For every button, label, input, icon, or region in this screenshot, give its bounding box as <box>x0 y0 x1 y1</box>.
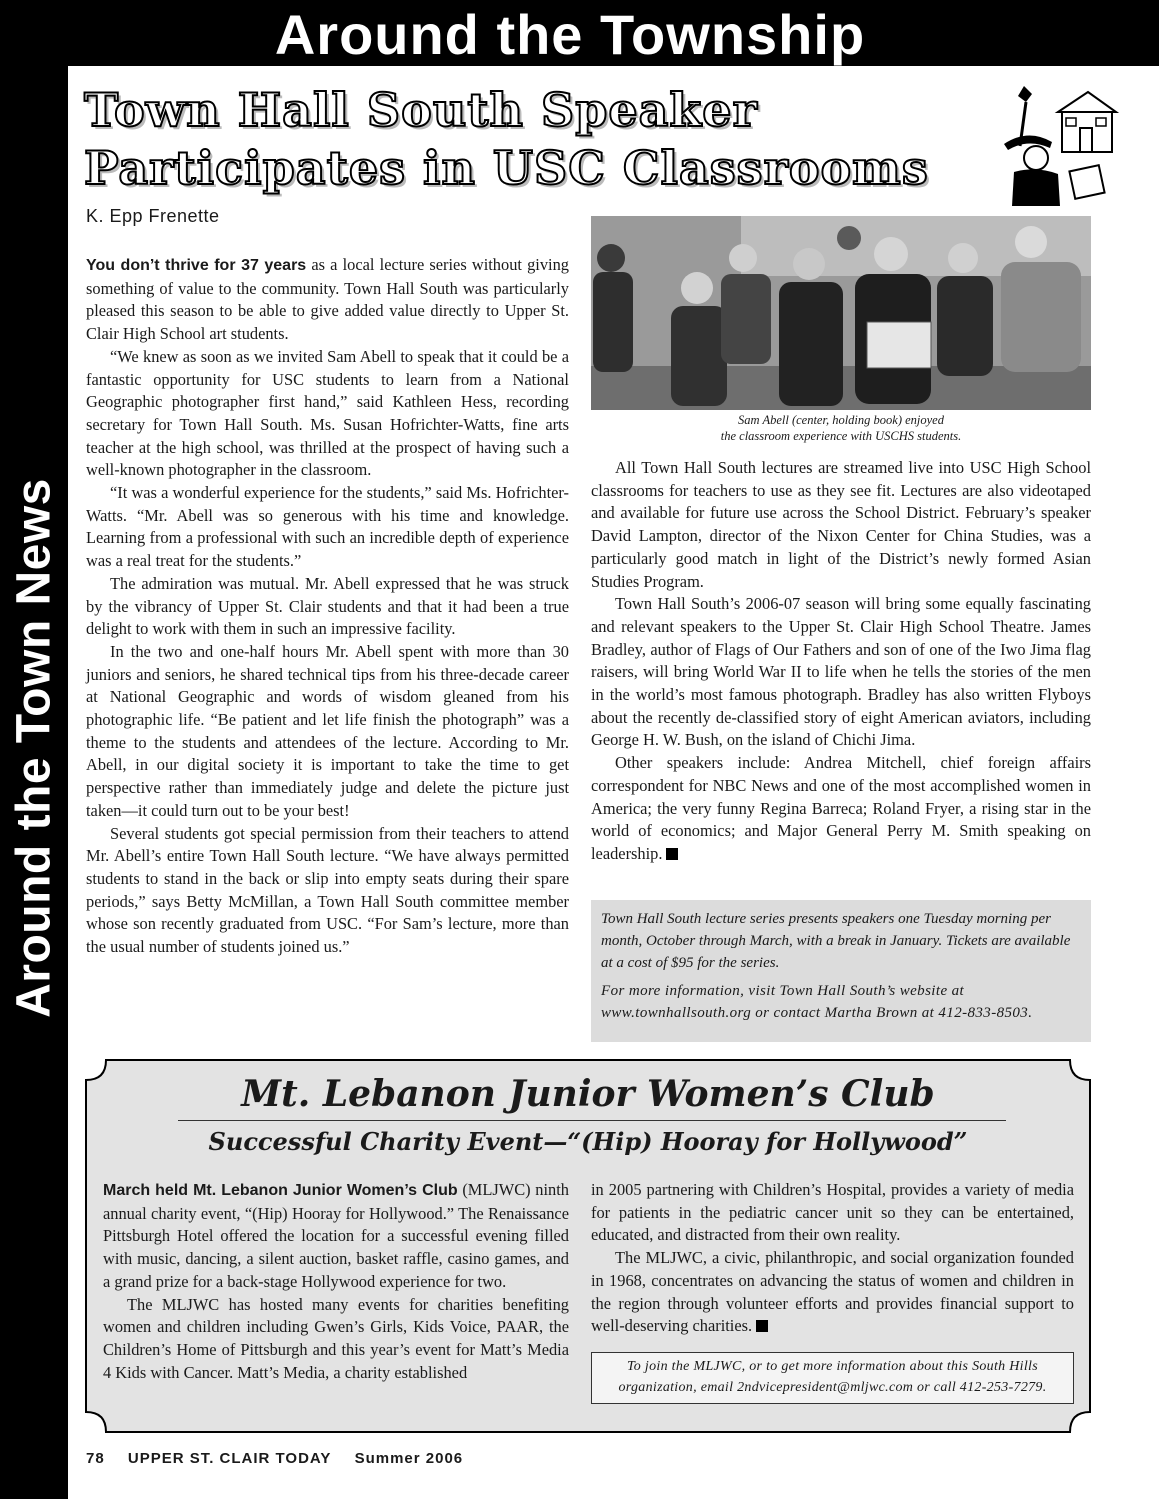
side-title: Around the Town News <box>7 478 61 1018</box>
headline-line-1: Town Hall South Speaker <box>84 83 758 137</box>
club-title: Mt. Lebanon Junior Women’s Club <box>241 1073 935 1115</box>
club-join-info <box>591 1352 1074 1404</box>
article-paragraph: “It was a wonderful experience for the students,” said Ms. Hofrichter-Watts. “Mr. Abell was so generous with his time and knowledge. Learning from a professional with such an incredible depth of experience was a real treat for the students.” <box>86 483 569 571</box>
club-text: The MLJWC, a civic, philanthropic, and social organization founded in 1968, concentrates on advancing the status of women and children in the region through volunteer efforts and provides financial support to well-deserving charities. <box>591 1248 1074 1336</box>
issue-date: Summer 2006 <box>354 1450 464 1467</box>
lecture-contact-text: For more information, visit Town Hall South’s website at www.townhallsouth.org or contact Martha Brown at 412-833-8503. <box>601 983 1033 1021</box>
article-column-left <box>86 254 569 959</box>
photo-caption <box>591 412 1091 444</box>
article-paragraph <box>591 752 1091 866</box>
page-number: 78 <box>86 1450 105 1467</box>
town-crier-illustration-icon <box>1000 84 1120 208</box>
headline-line-2: Participates in USC Classrooms <box>84 141 929 195</box>
club-paragraph <box>103 1179 569 1294</box>
article-paragraph: Several students got special permission from their teachers to attend Mr. Abell’s entire Town Hall South lecture. “We have always permitted students to stand in the back or slip into empty seats during their spare periods,” says Betty McMillan, a Town Hall South committee member whose son recently graduated from USC. “For Sam’s lecture, more than the usual number of students joined us.” <box>86 823 569 957</box>
article-lead: You don’t thrive for 37 years <box>86 257 307 274</box>
article-paragraph: All Town Hall South lectures are streamed live into USC High School classrooms for teachers to use as they see fit. Lectures are also videotaped and available for future use across the School District. February’s speaker David Lampton, director of the Nixon Center for China Studies, was a particularly good match in light of the District’s newly formed Asian Studies Program. <box>591 458 1091 591</box>
club-paragraph: The MLJWC has hosted many events for charities benefiting women and children including Gwen’s Girls, Kids Voice, PAAR, the Children’s Home of Pittsburgh and this year’s event for Matt’s Media 4 Kids with Cancer. Matt’s Media, a charity established <box>103 1294 569 1382</box>
publication-name: UPPER ST. CLAIR TODAY <box>127 1450 332 1467</box>
club-join-line: To join the MLJWC, or to get more information about this South Hills <box>627 1359 1038 1374</box>
end-mark-icon <box>756 1320 768 1332</box>
article-text: as a local lecture series without giving something of value to the community. Town Hall South was particularly pleased this season to be able to give added value directly to Upper St. Clair High School art students. <box>86 255 570 344</box>
article-paragraph: In the two and one-half hours Mr. Abell spent with more than 30 juniors and seniors, he shared technical tips from his three-decade career at National Geographic and words of wisdom gleaned from his photographic life. “Be patient and let life finish the photograph” was a theme to the students and attendees of the lecture. According to Mr. Abell, in our digital society it is important to take the time to get perspective rather than immediately judge and delete the picture just taken—it could turn out to be your best! <box>86 641 569 820</box>
end-mark-icon <box>666 848 678 860</box>
club-subtitle: Successful Charity Event—“(Hip) Hooray for Hollywood” <box>208 1127 968 1156</box>
club-join-line: organization, email 2ndvicepresident@mljwc.com or call 412-253-7279. <box>618 1380 1047 1395</box>
page-footer <box>86 1450 481 1467</box>
lecture-info-box <box>591 900 1091 1042</box>
photo-caption-line: Sam Abell (center, holding book) enjoyed <box>738 413 944 427</box>
club-column-left <box>103 1179 569 1384</box>
article-paragraph: Town Hall South’s 2006-07 season will bring some equally fascinating and relevant speakers to the Upper St. Clair High School Theatre. James Bradley, author of Flags of Our Fathers and son of one of the Iwo Jima flag raisers, will bring World War II to life when he tells the stories of the men in the world’s most famous photograph. Bradley has also written Flyboys about the recently de-classified story of eight American aviators, including George H. W. Bush, on the island of Chichi Jima. <box>591 594 1091 750</box>
article-paragraph: The admiration was mutual. Mr. Abell expressed that he was struck by the vibrancy of Upper St. Clair students and that it had been a true delight to work with them in such an impressive facility. <box>86 573 569 639</box>
classroom-photo <box>591 216 1091 410</box>
club-lead: March held Mt. Lebanon Junior Women’s Club <box>103 1182 458 1199</box>
club-column-right <box>591 1179 1074 1338</box>
article-text: Other speakers include: Andrea Mitchell, chief foreign affairs correspondent for NBC News and one of the most accomplished women in America; the very funny Regina Barreca; Roland Fryer, a rising star in the world of economics; and Major General Perry M. Smith speaking on leadership. <box>591 753 1091 863</box>
section-title: Around the Township <box>274 3 866 66</box>
byline: K. Epp Frenette <box>86 206 220 226</box>
article-paragraph: “We knew as soon as we invited Sam Abell to speak that it could be a fantastic opportunity for USC students to learn from a National Geographic photographer first hand,” said Kathleen Hess, recording secretary for Town Hall South. Ms. Susan Hofrichter-Watts, fine arts teacher at the high school, was thrilled at the prospect of having such a well-known photographer in the classroom. <box>86 346 569 480</box>
club-text: (MLJWC) ninth annual charity event, “(Hip) Hooray for Hollywood.” The Renaissance Pittsburgh Hotel offered the location for a successful evening filled with music, dancing, a silent auction, basket raffle, casino games, and a grand prize for a back-stage Hollywood experience for two. <box>103 1180 569 1291</box>
club-title-divider <box>178 1120 1006 1121</box>
lecture-info-text: Town Hall South lecture series presents speakers one Tuesday morning per month, October through March, with a break in January. Tickets are available at a cost of $95 for the series. <box>601 911 1071 971</box>
photo-caption-line: the classroom experience with USCHS students. <box>720 429 962 443</box>
club-paragraph: in 2005 partnering with Children’s Hospital, provides a variety of media for patients in the pediatric cancer unit so they can be entertained, educated, and distracted from their own reality. <box>591 1180 1074 1245</box>
article-column-right <box>591 457 1091 866</box>
club-paragraph <box>591 1247 1074 1338</box>
article-paragraph <box>86 254 569 346</box>
